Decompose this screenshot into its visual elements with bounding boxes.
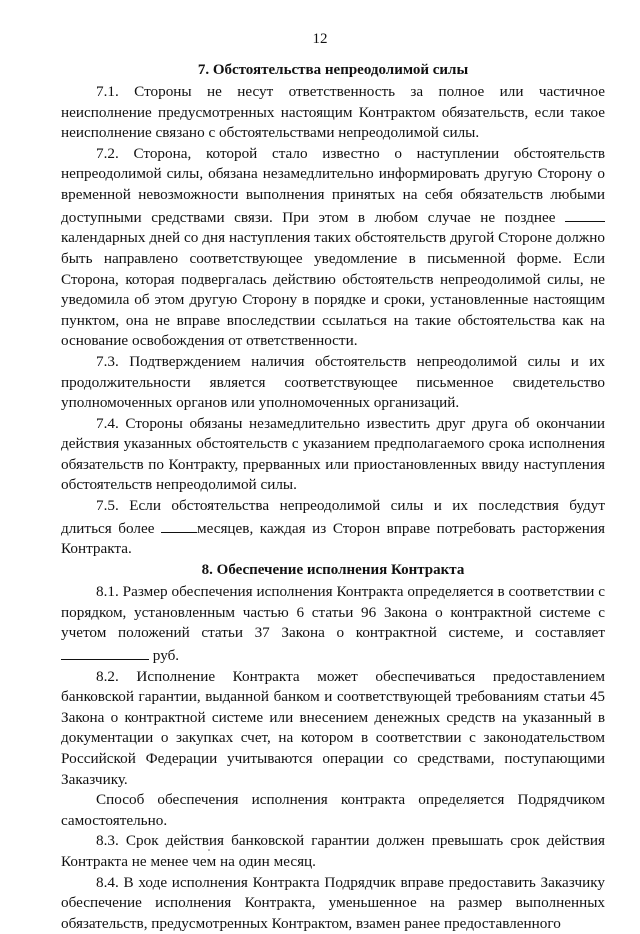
page-number: 12: [312, 31, 328, 47]
clause-8-4: 8.4. В ходе исполнения Контракта Подрядчик вправе предоставить Заказчику обеспечение исполнения Контракта, уменьшенное на размер выполненных обязательств, предусмотренных Контрактом, взамен ранее предоставленного: [61, 873, 605, 932]
clause-7-2-part-2: календарных дней со дня наступления таких обстоятельств другой Стороне должно быть направлено соответствующее уведомление в письменной форме. Если Сторона, которая подвергалась действию обстоятельств непреодолимой силы, не уведомила об этом другую Сторону в порядке и сроки, установленные настоящим пунктом, она не вправе впоследствии ссылаться на такие обстоятельства как на основание освобождения от ответственности.: [61, 229, 605, 350]
clause-7-4: 7.4. Стороны обязаны незамедлительно известить друг друга об окончании действия указанных обстоятельств с указанием предполагаемого срока исполнения обязательств по Контракту, прерванных или приостановленных ввиду наступления обстоятельств непреодолимой силы.: [61, 414, 605, 494]
clause-8-2: 8.2. Исполнение Контракта может обеспечиваться предоставлением банковской гарантии, выданной банком и соответствующей требованиям статьи 45 Закона о контрактной системе или внесением денежных средств на указанный в документации о закупках счет, на котором в соответствии с законодательством Российской Федерации учитываются операции со средствами, поступающими Заказчику.: [61, 667, 605, 788]
section-7-title: 7. Обстоятельства непреодолимой силы: [197, 62, 469, 78]
clause-7-2: [61, 144, 605, 352]
days-blank-field: [565, 206, 605, 222]
clause-8-2-method: Способ обеспечения исполнения контракта определяется Подрядчиком самостоятельно.: [61, 791, 605, 829]
clause-8-3: 8.3. Срок действия банковской гарантии должен превышать срок действия Контракта не менее чем на один месяц.: [61, 832, 605, 870]
amount-blank-field: [61, 644, 149, 660]
clause-7-3: 7.3. Подтверждением наличия обстоятельств непреодолимой силы и их продолжительности является соответствующее письменное свидетельство уполномоченных органов или уполномоченных организаций.: [61, 352, 605, 412]
clause-7-1: 7.1. Стороны не несут ответственность за полное или частичное неисполнение предусмотренных настоящим Контрактом обязательств, если такое неисполнение связано с обстоятельствами непреодолимой силы.: [61, 83, 605, 142]
clause-7-5: [61, 496, 605, 560]
clause-8-1-part-1: 8.1. Размер обеспечения исполнения Контракта определяется в соответствии с порядком, установленным частью 6 статьи 96 Закона о контрактной системе с учетом положений статьи 37 Закона о контрактной системе, и составляет: [61, 583, 605, 642]
clause-8-1: [61, 582, 605, 667]
section-8-title: 8. Обеспечение исполнения Контракта: [201, 562, 465, 579]
clause-7-2-part-1: 7.2. Сторона, которой стало известно о наступлении обстоятельств непреодолимой силы, обязана незамедлительно информировать другую Сторону о временной невозможности выполнения принятых на себя обязательств любыми доступными средствами связи. При этом в любом случае не позднее: [61, 144, 605, 226]
clause-8-1-currency: руб.: [152, 647, 180, 664]
clause-7-5-part-1: 7.5. Если обстоятельства непреодолимой силы и их последствия будут длиться более: [61, 497, 605, 537]
months-blank-field: [161, 517, 197, 533]
clause-7-5-part-2: месяцев, каждая из Сторон вправе потребовать расторжения Контракта.: [61, 519, 605, 558]
scan-speck: [208, 849, 210, 851]
